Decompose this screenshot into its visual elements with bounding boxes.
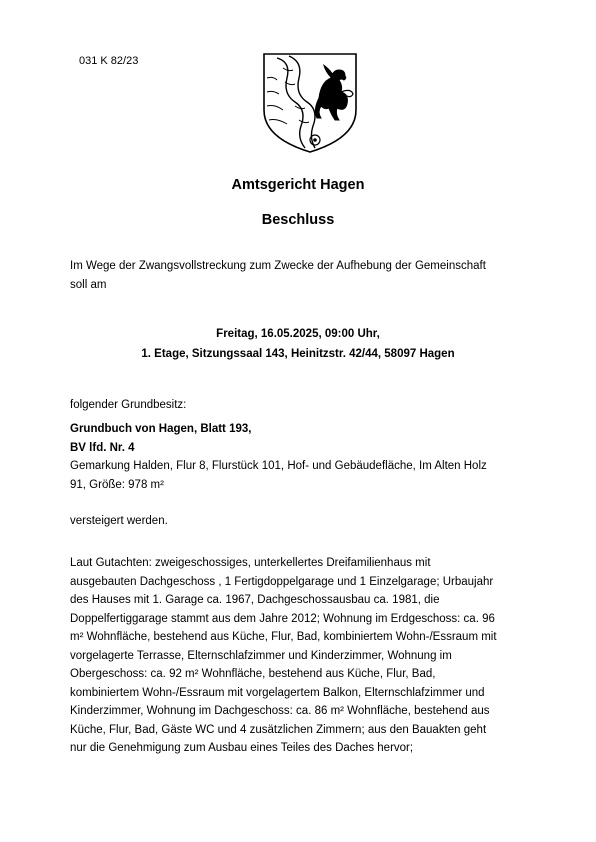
- grundbuch-entry: Grundbuch von Hagen, Blatt 193,: [70, 423, 252, 435]
- property-block: [70, 420, 540, 494]
- description-line: vorgelagerte Terrasse, Elternschlafzimmer und Kinderzimmer, Wohnung im: [70, 649, 452, 662]
- intro-paragraph: [70, 257, 540, 295]
- intro-line: Im Wege der Zwangsvollstreckung zum Zwecke der Aufhebung der Gemeinschaft: [70, 260, 486, 272]
- property-intro: folgender Grundbesitz:: [70, 399, 187, 411]
- description-line: Kinderzimmer, Wohnung im Dachgeschoss: ca. 86 m² Wohnfläche, bestehend aus: [70, 705, 490, 717]
- valuation-description: [70, 554, 540, 758]
- parcel-line: Gemarkung Halden, Flur 8, Flurstück 101, Hof- und Gebäudefläche, Im Alten Holz: [70, 460, 487, 472]
- file-reference: 031 K 82/23: [79, 55, 139, 67]
- description-line: kombiniertem Wohn-/Essraum mit vorgelagertem Balkon, Elternschlafzimmer und: [70, 686, 485, 699]
- description-line: nur die Genehmigung zum Ausbau eines Teiles des Daches hervor;: [70, 742, 414, 754]
- description-line: Laut Gutachten: zweigeschossiges, unterkellertes Dreifamilienhaus mit: [70, 557, 431, 569]
- description-line: m² Wohnfläche, bestehend aus Küche, Flur, Bad, kombiniertem Wohn-/Essraum mit: [70, 631, 497, 643]
- auction-date-block: [0, 324, 596, 364]
- auction-phrase: versteigert werden.: [70, 515, 168, 527]
- court-name: Amtsgericht Hagen: [231, 177, 365, 193]
- description-line: des Hauses mit 1. Garage ca. 1967, Dachgeschossausbau ca. 1981, die: [70, 594, 440, 606]
- document-type: Beschluss: [261, 212, 335, 228]
- nrw-coat-of-arms-icon: [259, 48, 361, 156]
- parcel-line: 91, Größe: 978 m²: [70, 478, 164, 491]
- auction-location: 1. Etage, Sitzungssaal 143, Heinitzstr. 42/44, 58097 Hagen: [141, 348, 455, 360]
- description-line: Doppelfertiggarage stammt aus dem Jahre 2012; Wohnung im Erdgeschoss: ca. 96: [70, 612, 495, 625]
- description-line: Küche, Flur, Bad, Gäste WC und 4 zusätzlichen Zimmern; aus den Bauakten geht: [70, 723, 487, 736]
- intro-line: soll am: [70, 279, 107, 291]
- description-line: Obergeschoss: ca. 92 m² Wohnfläche, bestehend aus Küche, Flur, Bad,: [70, 668, 436, 680]
- description-line: ausgebauten Dachgeschoss , 1 Fertigdoppelgarage und 1 Einzelgarage; Urbaujahr: [70, 575, 494, 588]
- auction-date: Freitag, 16.05.2025, 09:00 Uhr,: [216, 328, 380, 340]
- bv-number: BV lfd. Nr. 4: [70, 441, 135, 454]
